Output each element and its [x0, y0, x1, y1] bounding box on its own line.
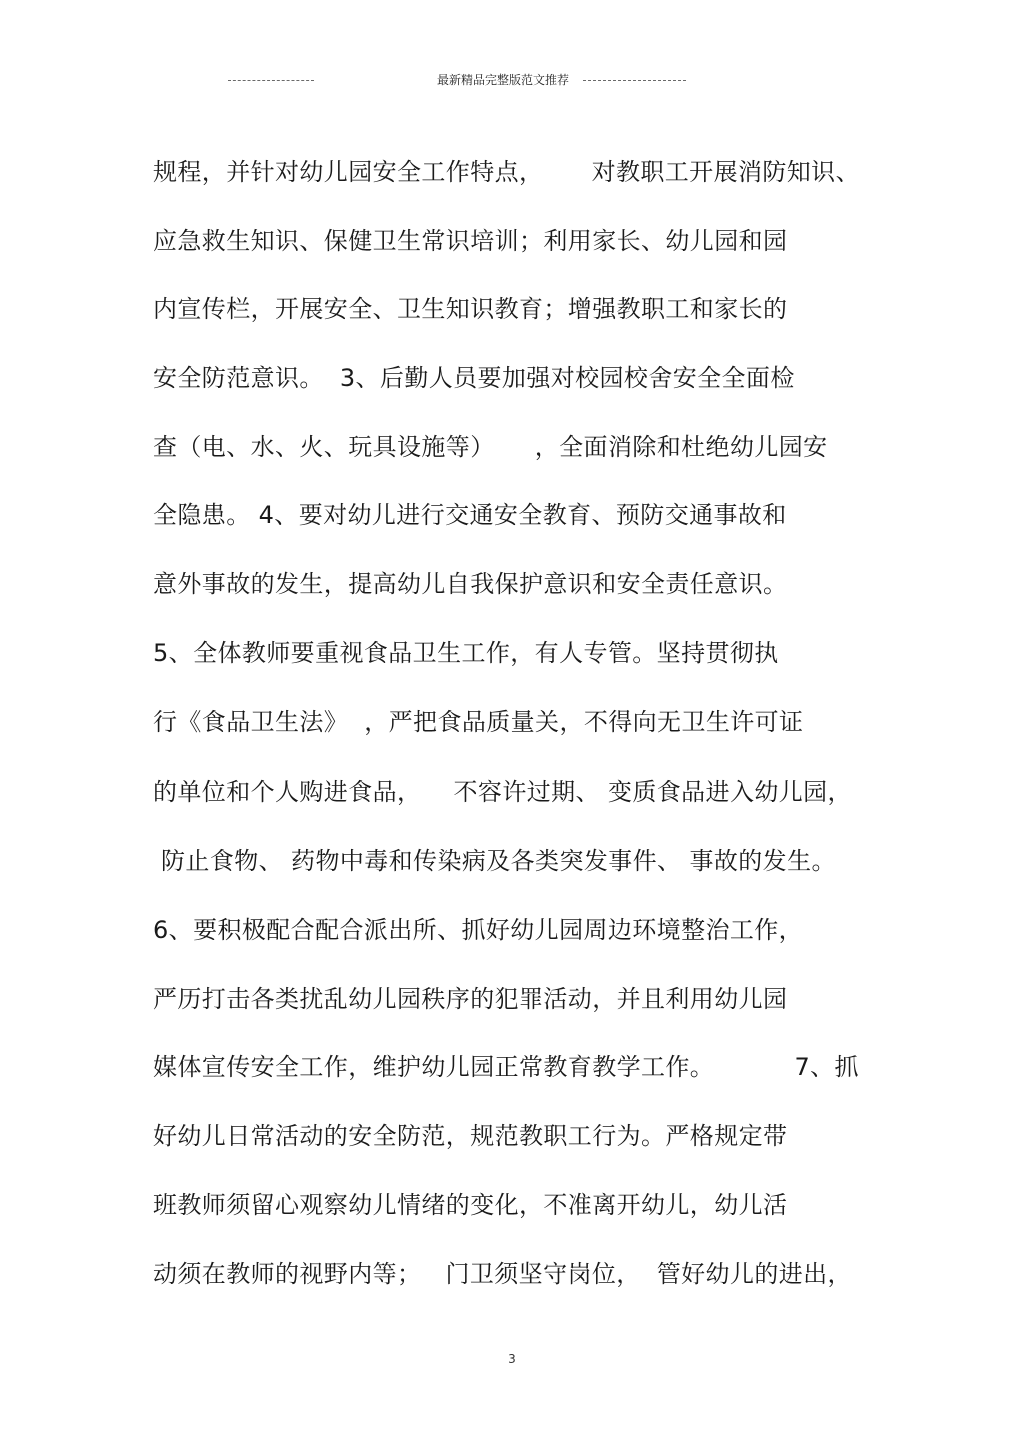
- header-rule-left: [228, 80, 314, 81]
- text-line: 严历打击各类扰乱幼儿园秩序的犯罪活动，并且利用幼儿园: [153, 985, 788, 1013]
- text-line: 意外事故的发生，提高幼儿自我保护意识和安全责任意识。: [153, 570, 788, 598]
- header-rule-right: [583, 80, 686, 81]
- page-header: [0, 72, 1024, 92]
- text-line: 动须在教师的视野内等； 门卫须坚守岗位， 管好幼儿的进出，: [153, 1260, 852, 1288]
- text-line: 媒体宣传安全工作，维护幼儿园正常教育教学工作。 7、抓: [153, 1053, 859, 1081]
- header-title: 最新精品完整版范文推荐: [437, 73, 570, 87]
- text-line: 防止食物、 药物中毒和传染病及各类突发事件、 事故的发生。: [153, 847, 836, 875]
- text-line: 规程，并针对幼儿园安全工作特点， 对教职工开展消防知识、: [153, 158, 860, 186]
- text-line: 班教师须留心观察幼儿情绪的变化，不准离开幼儿，幼儿活: [153, 1191, 788, 1219]
- text-line: 安全防范意识。 3、后勤人员要加强对校园校舍安全全面检: [153, 364, 795, 392]
- text-line: 行《食品卫生法》 ，严把食品质量关，不得向无卫生许可证: [153, 708, 804, 736]
- text-line: 全隐患。 4、要对幼儿进行交通安全教育、预防交通事故和: [153, 501, 787, 529]
- page-number: 3: [508, 1352, 516, 1366]
- text-line: 内宣传栏，开展安全、卫生知识教育；增强教职工和家长的: [153, 295, 788, 323]
- text-line: 5、全体教师要重视食品卫生工作，有人专管。坚持贯彻执: [153, 639, 779, 667]
- text-line: 6、要积极配合配合派出所、抓好幼儿园周边环境整治工作，: [153, 916, 804, 944]
- text-line: 好幼儿日常活动的安全防范，规范教职工行为。严格规定带: [153, 1122, 788, 1150]
- text-line: 查（电、水、火、玩具设施等） ，全面消除和杜绝幼儿园安: [153, 433, 828, 461]
- text-line: 的单位和个人购进食品， 不容许过期、 变质食品进入幼儿园，: [153, 778, 852, 806]
- text-line: 应急救生知识、保健卫生常识培训；利用家长、幼儿园和园: [153, 227, 788, 255]
